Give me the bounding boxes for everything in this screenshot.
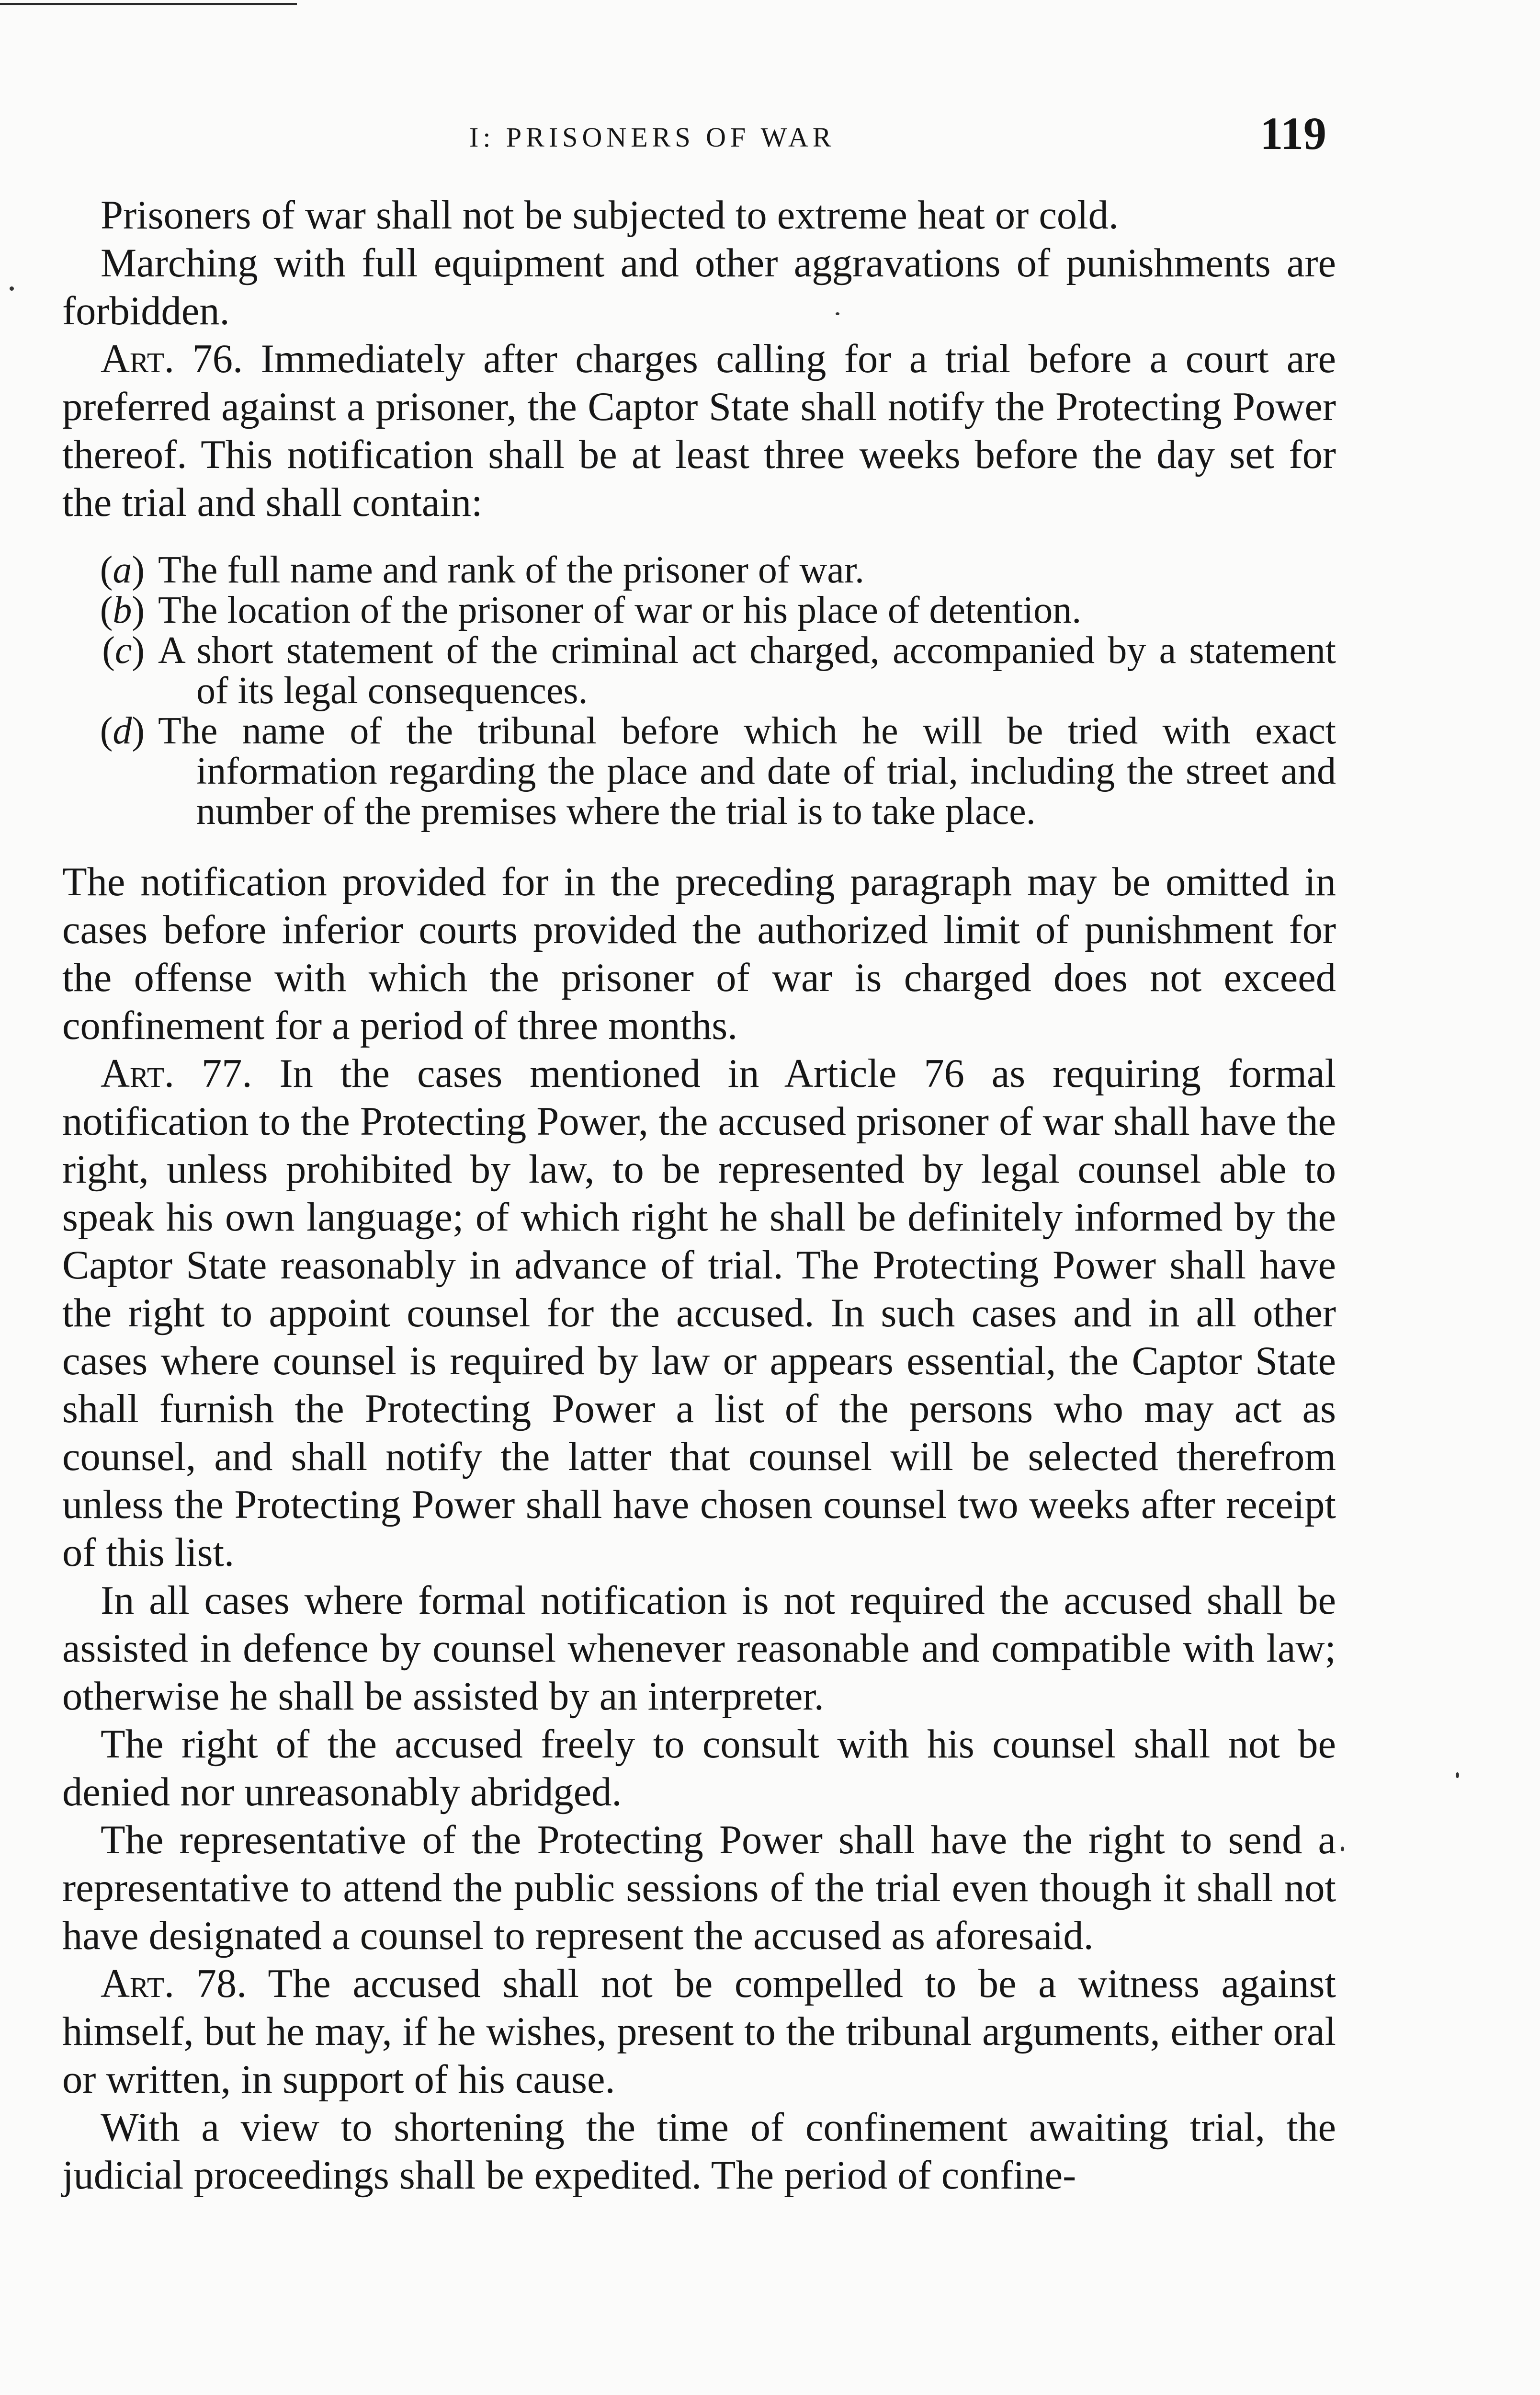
list-item-letter: a (113, 549, 132, 591)
paragraph: With a view to shortening the time of confinement awaiting trial, the judicial proceedings shall be expedited. The period of confine- (62, 2105, 1336, 2198)
article-text: 78. The accused shall not be compelled to be a witness against himself, but he may, if he wishes, present to the tribunal arguments, either oral or written, in support of his cause. (62, 1962, 1336, 2102)
article-text: 76. Immediately after charges calling for a trial before a court are preferred against a prisoner, the Captor State shall notify the Protecting Power thereof. This notification shall be at least three weeks before the day set for the trial and shall contain: (62, 337, 1336, 525)
paragraph: Prisoners of war shall not be subjected to extreme heat or cold. (101, 193, 1119, 238)
list-item (62, 590, 1336, 630)
scan-speck (1341, 1847, 1344, 1851)
article-label: Art. (101, 337, 174, 381)
scan-speck (1456, 1772, 1459, 1778)
list-item-marker: (a) (100, 549, 145, 591)
list-item-marker: (b) (100, 589, 145, 631)
paragraph: The representative of the Protecting Power shall have the right to send a representative to attend the public sessions of the trial even though it shall not have designated a counsel to represent the accused as aforesaid. (62, 1818, 1336, 1958)
list-item (62, 550, 1336, 590)
paragraph: The notification provided for in the preceding paragraph may be omitted in cases before inferior courts provided the authorized limit of punishment for the offense with which the prisoner of war is charged does not exceed confinement for a period of three months. (62, 860, 1336, 1048)
scan-speck (836, 312, 839, 315)
paragraph: The right of the accused freely to consult with his counsel shall not be denied nor unreasonably abridged. (62, 1722, 1336, 1814)
chapter-title: I: PRISONERS OF WAR (469, 122, 836, 153)
list-item-letter: d (113, 710, 132, 752)
scan-edge-rule (0, 3, 297, 5)
article-76-paragraph (62, 335, 1336, 527)
paragraph: In all cases where formal notification is not required the accused shall be assisted in defence by counsel whenever reasonable and compatible with law; otherwise he shall be assisted by an interpreter. (62, 1578, 1336, 1719)
page-number: 119 (1260, 108, 1326, 159)
list-item-letter: c (114, 629, 132, 672)
list-item-letter: b (113, 589, 132, 631)
list-item-text: The full name and rank of the prisoner of war. (158, 549, 865, 591)
list-item (62, 711, 1336, 832)
running-head (62, 98, 1336, 159)
book-page (62, 0, 1336, 2395)
article-text: 77. In the cases mentioned in Article 76 as requiring formal notification to the Protecting Power, the accused prisoner of war shall have the right, unless prohibited by law, to be represented by legal counsel able to speak his own language; of which right he shall be definitely informed by the Captor State reasonably in advance of trial. The Protecting Power shall have the right to appoint counsel for the accused. In such cases and in all other cases where counsel is required by law or appears essential, the Captor State shall furnish the Protecting Power a list of the persons who may act as counsel, and shall notify the latter that counsel will be selected therefrom unless the Protecting Power shall have chosen counsel two weeks after receipt of this list. (62, 1051, 1336, 1575)
list-item-text: The name of the tribunal before which he will be tried with exact information regarding the place and date of trial, including the street and number of the premises where the trial is to take place. (158, 710, 1336, 833)
article-label: Art. (101, 1962, 174, 2006)
page-body (62, 192, 1336, 2200)
article-label: Art. (101, 1051, 174, 1096)
scan-speck (10, 286, 14, 291)
list-item-marker: (d) (100, 710, 145, 752)
list-item (62, 630, 1336, 711)
paragraph: Marching with full equipment and other aggravations of punishments are forbidden. (62, 241, 1336, 333)
list-item-text: The location of the prisoner of war or his place of detention. (158, 589, 1082, 631)
notification-contents-list (62, 550, 1336, 832)
list-item-text: A short statement of the criminal act charged, accompanied by a statement of its legal consequences. (158, 629, 1336, 712)
article-78-paragraph (62, 1960, 1336, 2104)
article-77-paragraph (62, 1050, 1336, 1577)
list-item-marker: (c) (102, 629, 145, 672)
